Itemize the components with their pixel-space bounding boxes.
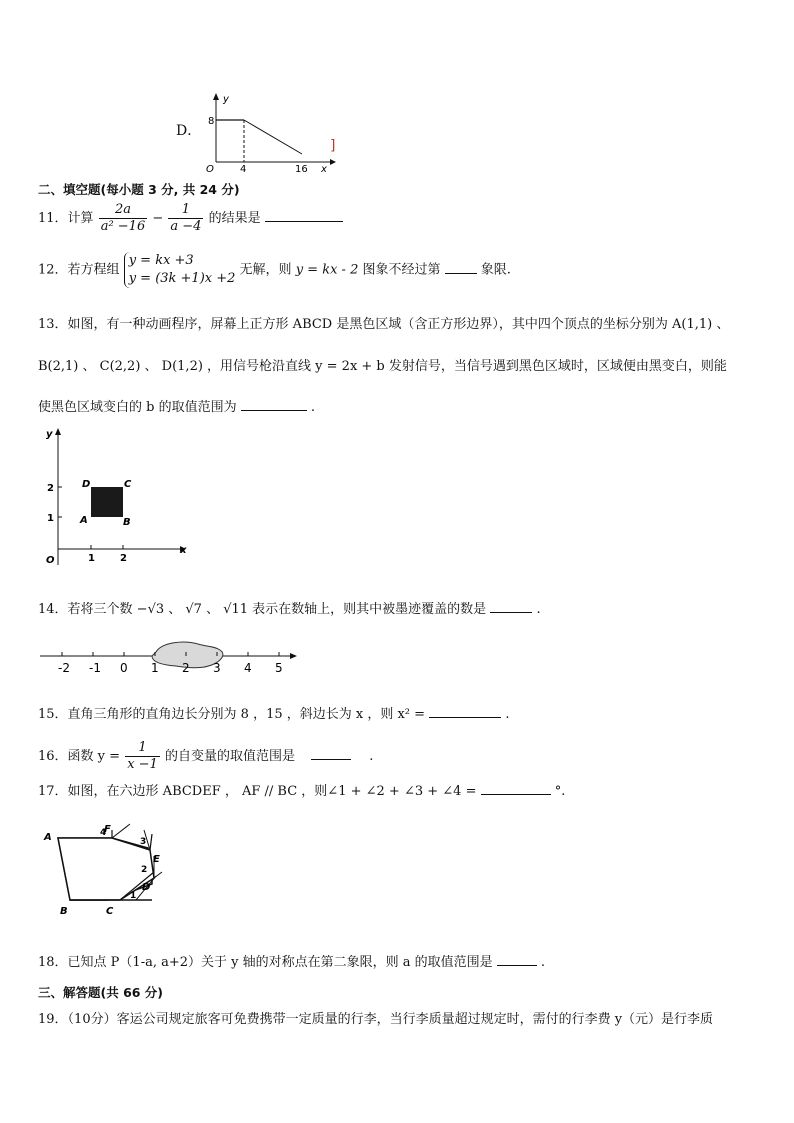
question-13-line-3: 使黑色区域变白的 b 的取值范围为 . (38, 396, 315, 417)
black-square (91, 487, 123, 517)
q17-hexagon-figure (40, 820, 170, 918)
q11-fraction-2: $\frac{1}{a -4}$ (170, 202, 202, 234)
question-17: 17．如图，在六边形 ABCDEF ， AF // BC ，则∠1 + ∠2 + ∠3 + ∠4 = °. (38, 780, 565, 801)
q17-answer-blank[interactable] (481, 780, 551, 795)
q13-answer-blank[interactable] (241, 396, 307, 411)
option-d-label: D． (176, 123, 202, 139)
q18-answer-blank[interactable] (497, 951, 537, 966)
number-line-label: 1 (151, 661, 159, 675)
number-line (38, 638, 300, 678)
fig17-angle-2: 2 (141, 865, 148, 875)
fig17-label-f: F (104, 824, 111, 835)
fig17-label-b: B (60, 906, 68, 917)
graph-16-label: 16 (295, 164, 308, 175)
question-15: 15．直角三角形的直角边长分别为 8 ，15 ，斜边长为 x ，则 x² = . (38, 703, 509, 724)
option-d-graph (200, 90, 340, 175)
fig13-x-tick-1: 1 (88, 553, 95, 564)
question-12: 12．若方程组 y = kx +3 y = (3k +1)x +2 无解，则 y = kx - 2 图象不经过第 象限. (38, 253, 511, 286)
q13-figure (34, 425, 194, 570)
fig17-label-d: D (142, 882, 151, 893)
fig13-y-tick-1: 1 (47, 513, 54, 524)
q12-answer-blank[interactable] (445, 259, 477, 274)
fig13-label-a: A (80, 515, 88, 526)
q15-answer-blank[interactable] (429, 703, 501, 718)
graph-bracket: ] (330, 138, 336, 154)
graph-y-label: y (223, 94, 229, 105)
q16-answer-blank[interactable] (311, 745, 351, 760)
number-line-label: -2 (58, 661, 70, 675)
fig13-label-b: B (123, 517, 131, 528)
fig17-angle-3: 3 (140, 837, 147, 847)
question-14: 14．若将三个数 −√3 、 √7 、 √11 表示在数轴上，则其中被墨迹覆盖的数是 . (38, 598, 541, 619)
number-line-label: 3 (213, 661, 221, 675)
number-line-label: 2 (182, 661, 190, 675)
fig17-angle-4: 4 (100, 828, 107, 838)
q16-fraction: $\frac{1}{x -1}$ (127, 740, 158, 772)
fig13-x-label: x (180, 545, 187, 556)
fig13-origin-label: O (46, 555, 55, 566)
number-line-label: 4 (244, 661, 252, 675)
graph-4-label: 4 (240, 164, 247, 175)
fig13-label-c: C (124, 479, 132, 490)
fig17-angle-1: 1 (130, 891, 137, 901)
q11-fraction-1: $\frac{2a}{\text{a² −16}}$ (100, 202, 146, 234)
fig17-label-a: A (44, 832, 52, 843)
fig13-y-tick-2: 2 (47, 483, 54, 494)
q14-answer-blank[interactable] (490, 598, 532, 613)
fig13-x-tick-2: 2 (120, 553, 127, 564)
graph-8-label: 8 (208, 116, 215, 127)
number-line-label: 0 (120, 661, 128, 675)
question-13-line-2: B(2,1) 、 C(2,2) 、 D(1,2) ，用信号枪沿直线 y = 2x + b 发射信号，当信号遇到黑色区域时，区域便由黑变白，则能 (38, 359, 727, 374)
fig13-y-label: y (46, 429, 53, 440)
graph-origin-label: O (206, 164, 214, 175)
section-2-title: 二、填空题(每小题 3 分, 共 24 分) (38, 182, 240, 197)
question-13-line-1: 13．如图，有一种动画程序，屏幕上正方形 ABCD 是黑色区域（含正方形边界），其中四个顶点的坐标分别为 A(1,1) 、 (38, 317, 730, 332)
question-18: 18．已知点 P（1-a, a+2）关于 y 轴的对称点在第二象限，则 a 的取值范围是 . (38, 951, 545, 972)
number-line-label: 5 (275, 661, 283, 675)
graph-x-label: x (321, 164, 327, 175)
fig17-label-c: C (106, 906, 114, 917)
fig13-label-d: D (82, 479, 91, 490)
question-16: 16．函数 y = $\frac{1}{x -1}$ 的自变量的取值范围是 . (38, 740, 374, 772)
question-19: 19．（10分）客运公司规定旅客可免费携带一定质量的行李，当行李质量超过规定时，需付的行李费 y（元）是行李质 (38, 1012, 714, 1027)
q12-equation-system: y = kx +3 y = (3k +1)x +2 (124, 252, 236, 288)
section-3-title: 三、解答题(共 66 分) (38, 985, 164, 1000)
question-11: 11．计算 $\frac{2a}{\text{a² −16}}$ − $\frac{1}{a -4}$ 的结果是 (38, 202, 343, 235)
q11-answer-blank[interactable] (265, 207, 343, 222)
q10-option-d (170, 90, 340, 175)
fig17-label-e: E (153, 854, 160, 865)
number-line-label: -1 (89, 661, 101, 675)
